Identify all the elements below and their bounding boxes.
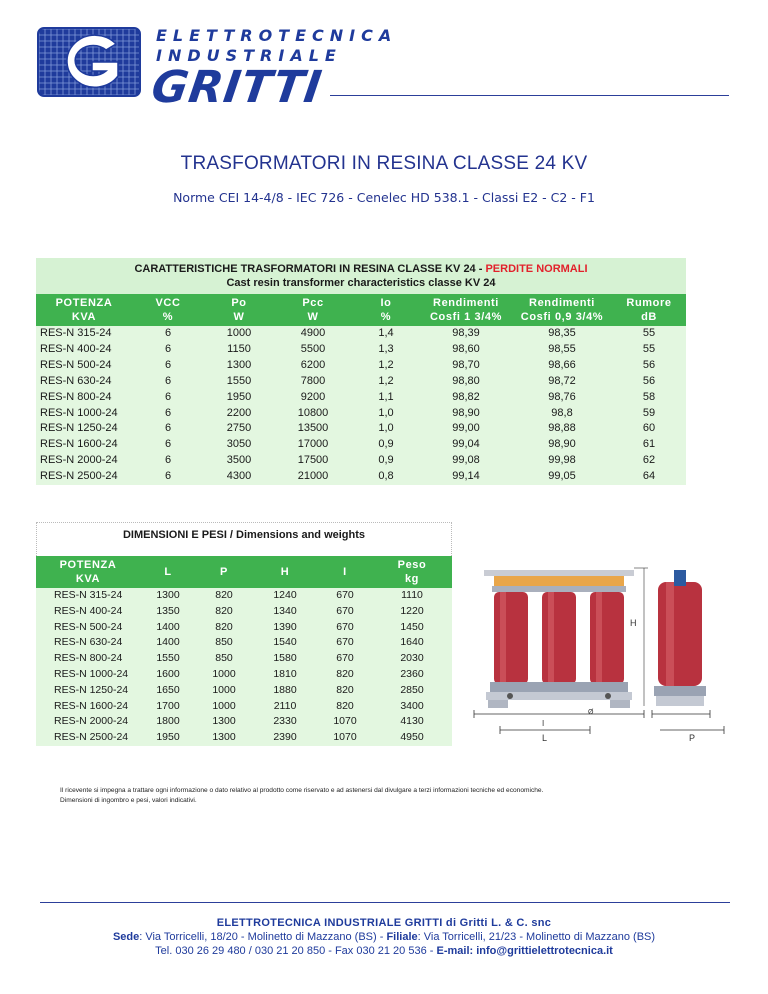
- value-cell: 1,2: [378, 374, 394, 387]
- value-cell: 98,8: [551, 406, 573, 419]
- footer-sede-label: Sede: [112, 931, 140, 943]
- value-cell: 670: [336, 620, 354, 633]
- value-cell: 820: [336, 699, 354, 712]
- column-header: [512, 294, 612, 326]
- value-cell: 1880: [273, 683, 297, 696]
- table-row: [36, 730, 452, 746]
- value-cell: 820: [215, 620, 233, 633]
- value-cell: 1350: [156, 604, 180, 617]
- model-cell: RES-N 1600-24: [40, 438, 118, 451]
- column-header: [420, 294, 512, 326]
- value-cell: 6200: [300, 358, 326, 371]
- value-cell: 98,70: [452, 358, 480, 371]
- page-footer: [0, 916, 768, 958]
- table-row: [36, 390, 686, 406]
- value-cell: 7800: [300, 374, 326, 387]
- characteristics-table-heading: [36, 258, 686, 294]
- column-header-line-1: L: [164, 566, 172, 578]
- value-cell: 2850: [400, 683, 424, 696]
- table-row: [36, 469, 686, 485]
- column-header-line-1: Peso: [397, 559, 427, 571]
- value-cell: 6: [164, 454, 172, 467]
- value-cell: 3050: [226, 438, 252, 451]
- value-cell: 10800: [297, 406, 329, 419]
- column-header-line-2: Cosfi 1 3/4%: [429, 311, 502, 323]
- value-cell: 6: [164, 470, 172, 483]
- value-cell: 1240: [273, 589, 297, 601]
- column-header: [372, 556, 452, 588]
- value-cell: 1340: [273, 604, 297, 617]
- column-header-line-1: Rendimenti: [529, 297, 595, 309]
- value-cell: 4950: [400, 731, 424, 744]
- value-cell: 6: [164, 358, 172, 371]
- value-cell: 58: [642, 390, 656, 403]
- value-cell: 98,55: [548, 342, 576, 355]
- model-cell: RES-N 2000-24: [40, 454, 118, 467]
- value-cell: 1300: [212, 731, 236, 744]
- value-cell: 1,1: [378, 390, 394, 403]
- column-header: [252, 556, 318, 588]
- model-cell: RES-N 1250-24: [40, 422, 118, 435]
- model-cell: RES-N 500-24: [54, 620, 123, 633]
- logo-text-elettrotecnica: ELETTROTECNICA: [156, 26, 398, 45]
- table-row: [36, 651, 452, 667]
- model-cell: RES-N 315-24: [54, 589, 123, 601]
- value-cell: 1400: [156, 620, 180, 633]
- dimension-label-p: P: [689, 733, 696, 742]
- value-cell: 99,14: [452, 470, 480, 483]
- characteristics-table-panel: [36, 258, 686, 485]
- model-cell: RES-N 1000-24: [54, 667, 129, 680]
- value-cell: 820: [336, 683, 354, 696]
- dimension-label-l: L: [542, 733, 548, 742]
- value-cell: 820: [215, 604, 233, 617]
- value-cell: 2200: [226, 406, 252, 419]
- value-cell: 820: [336, 667, 354, 680]
- value-cell: 1,2: [378, 358, 394, 371]
- model-cell: RES-N 800-24: [40, 390, 112, 403]
- value-cell: 6: [164, 374, 172, 387]
- value-cell: 6: [164, 438, 172, 451]
- value-cell: 670: [336, 589, 354, 601]
- value-cell: 64: [642, 470, 656, 483]
- value-cell: 98,90: [452, 406, 480, 419]
- value-cell: 1580: [273, 652, 297, 665]
- table-header-row: [36, 556, 452, 588]
- characteristics-table: [36, 294, 686, 485]
- value-cell: 60: [642, 422, 656, 435]
- value-cell: 1,3: [378, 342, 394, 355]
- value-cell: 1000: [212, 699, 236, 712]
- gritti-g-logo-icon: [36, 26, 142, 98]
- table-row: [36, 406, 686, 422]
- value-cell: 3500: [226, 454, 252, 467]
- heading-highlight: PERDITE NORMALI: [485, 263, 588, 275]
- model-cell: RES-N 2500-24: [54, 731, 129, 744]
- value-cell: 2110: [273, 699, 297, 712]
- value-cell: 17500: [297, 454, 329, 467]
- footer-email-link[interactable]: E-mail: info@grittielettrotecnica.it: [436, 945, 613, 957]
- table-row: [36, 699, 452, 715]
- column-header: [196, 556, 252, 588]
- value-cell: 59: [642, 406, 656, 419]
- column-header: [36, 294, 132, 326]
- table-row: [36, 358, 686, 374]
- dimensions-table-heading: DIMENSIONI E PESI / Dimensions and weights: [36, 522, 452, 556]
- table-row: [36, 326, 686, 342]
- table-row: [36, 683, 452, 699]
- column-header-line-2: KVA: [75, 573, 101, 585]
- column-header-line-1: POTENZA: [59, 559, 117, 571]
- value-cell: 5500: [300, 342, 326, 355]
- value-cell: 670: [336, 604, 354, 617]
- table-row: [36, 342, 686, 358]
- table-row: [36, 421, 686, 437]
- table-row: [36, 437, 686, 453]
- column-header-line-2: W: [233, 311, 245, 323]
- column-header-line-1: VCC: [155, 297, 181, 309]
- value-cell: 1450: [400, 620, 424, 633]
- model-cell: RES-N 2000-24: [54, 715, 129, 728]
- value-cell: 4900: [300, 327, 326, 339]
- value-cell: 1000: [212, 667, 236, 680]
- footer-contacts-line: [0, 944, 768, 958]
- value-cell: 98,60: [452, 342, 480, 355]
- column-header-line-1: Io: [380, 297, 392, 309]
- value-cell: 98,35: [548, 327, 576, 339]
- value-cell: 670: [336, 636, 354, 649]
- value-cell: 98,80: [452, 374, 480, 387]
- column-header: [274, 294, 352, 326]
- value-cell: 99,00: [452, 422, 480, 435]
- column-header-line-1: Pcc: [302, 297, 324, 309]
- table-row: [36, 453, 686, 469]
- note-line-2: Dimensioni di ingombro e pesi, valori indicativi.: [60, 797, 197, 804]
- value-cell: 1,4: [378, 327, 394, 339]
- column-header: [318, 556, 372, 588]
- dimensions-table-panel: [36, 522, 452, 746]
- transformer-dimension-drawing: [470, 556, 740, 742]
- value-cell: 17000: [297, 438, 329, 451]
- value-cell: 98,39: [452, 327, 480, 339]
- column-header-line-1: Rendimenti: [433, 297, 499, 309]
- column-header-line-2: %: [380, 311, 392, 323]
- value-cell: 670: [336, 652, 354, 665]
- value-cell: 1640: [400, 636, 424, 649]
- value-cell: 55: [642, 327, 656, 339]
- value-cell: 1800: [156, 715, 180, 728]
- value-cell: 1150: [227, 342, 251, 355]
- footer-sede-text: : Via Torricelli, 18/20 - Molinetto di Mazzano (BS) -: [139, 931, 387, 943]
- value-cell: 6: [164, 342, 172, 355]
- value-cell: 0,9: [378, 438, 394, 451]
- value-cell: 3400: [400, 699, 424, 712]
- value-cell: 6: [164, 390, 172, 403]
- page-subtitle: Norme CEI 14-4/8 - IEC 726 - Cenelec HD 538.1 - Classi E2 - C2 - F1: [173, 190, 595, 205]
- value-cell: 2750: [226, 422, 252, 435]
- table-row: [36, 588, 452, 604]
- value-cell: 1300: [226, 358, 252, 371]
- model-cell: RES-N 1000-24: [40, 406, 118, 419]
- logo-text-industriale: INDUSTRIALE: [156, 46, 342, 65]
- value-cell: 1950: [156, 731, 180, 744]
- model-cell: RES-N 1250-24: [54, 683, 129, 696]
- footer-filiale-text: : Via Torricelli, 21/23 - Molinetto di Mazzano (BS): [417, 931, 656, 943]
- value-cell: 61: [642, 438, 656, 451]
- table-row: [36, 620, 452, 636]
- transformer-front-view: [474, 568, 648, 734]
- value-cell: 850: [215, 636, 233, 649]
- footer-filiale-label: Filiale: [386, 931, 418, 943]
- column-header-line-2: kg: [404, 573, 420, 585]
- value-cell: 21000: [297, 470, 329, 483]
- logo-text-gritti: GRITTI: [148, 62, 326, 113]
- confidentiality-note: [60, 786, 700, 806]
- value-cell: 55: [642, 342, 656, 355]
- column-header-line-2: W: [307, 311, 319, 323]
- value-cell: 1700: [156, 699, 180, 712]
- value-cell: 1390: [273, 620, 297, 633]
- value-cell: 1550: [226, 374, 252, 387]
- value-cell: 2330: [273, 715, 297, 728]
- value-cell: 98,82: [452, 390, 480, 403]
- column-header: [204, 294, 274, 326]
- column-header-line-1: Po: [231, 297, 247, 309]
- table-row: [36, 667, 452, 683]
- heading-italian: CARATTERISTICHE TRASFORMATORI IN RESINA CLASSE KV 24 -: [134, 263, 486, 275]
- column-header: [612, 294, 686, 326]
- column-header-line-2: KVA: [71, 311, 97, 323]
- footer-divider: [40, 902, 730, 903]
- value-cell: 850: [215, 652, 233, 665]
- value-cell: 1950: [226, 390, 252, 403]
- column-header-line-1: POTENZA: [55, 297, 113, 309]
- value-cell: 98,76: [548, 390, 576, 403]
- model-cell: RES-N 500-24: [40, 358, 112, 371]
- value-cell: 1000: [212, 683, 236, 696]
- value-cell: 13500: [297, 422, 329, 435]
- column-header-line-2: %: [162, 311, 174, 323]
- column-header-line-1: P: [220, 566, 228, 578]
- value-cell: 2030: [400, 652, 424, 665]
- value-cell: 1070: [333, 715, 357, 728]
- value-cell: 1540: [273, 636, 297, 649]
- column-header-line-2: dB: [641, 311, 657, 323]
- value-cell: 1070: [333, 731, 357, 744]
- footer-address: [0, 930, 768, 944]
- column-header-line-2: Cosfi 0,9 3/4%: [520, 311, 604, 323]
- dimension-label-i: I: [542, 719, 545, 728]
- model-cell: RES-N 630-24: [54, 636, 123, 649]
- dimensions-table: [36, 556, 452, 746]
- value-cell: 820: [215, 589, 233, 601]
- column-header-line-1: H: [280, 566, 290, 578]
- value-cell: 1550: [156, 652, 180, 665]
- value-cell: 1300: [212, 715, 236, 728]
- model-cell: RES-N 2500-24: [40, 470, 118, 483]
- header-divider: [330, 95, 729, 96]
- value-cell: 1400: [156, 636, 180, 649]
- column-header-line-1: Rumore: [626, 297, 672, 309]
- table-row: [36, 604, 452, 620]
- dimension-label-h: H: [630, 618, 637, 628]
- value-cell: 1220: [400, 604, 424, 617]
- column-header: [352, 294, 420, 326]
- value-cell: 2390: [273, 731, 297, 744]
- value-cell: 2360: [400, 667, 424, 680]
- column-header: [36, 556, 140, 588]
- model-cell: RES-N 630-24: [40, 374, 112, 387]
- value-cell: 6: [164, 327, 172, 339]
- column-header-line-1: I: [343, 566, 347, 578]
- table-row: [36, 714, 452, 730]
- value-cell: 62: [642, 454, 656, 467]
- value-cell: 0,9: [378, 454, 394, 467]
- table-header-row: [36, 294, 686, 326]
- value-cell: 0,8: [378, 470, 394, 483]
- company-logo: [36, 18, 398, 113]
- value-cell: 6: [164, 422, 172, 435]
- value-cell: 1000: [226, 327, 252, 339]
- value-cell: 4130: [400, 715, 424, 728]
- value-cell: 1110: [401, 589, 423, 601]
- value-cell: 98,88: [548, 422, 576, 435]
- value-cell: 99,08: [452, 454, 480, 467]
- column-header: [132, 294, 204, 326]
- model-cell: RES-N 800-24: [54, 652, 123, 665]
- value-cell: 99,05: [548, 470, 576, 483]
- table-row: [36, 374, 686, 390]
- footer-company: ELETTROTECNICA INDUSTRIALE GRITTI di Gritti L. & C. snc: [216, 917, 552, 929]
- model-cell: RES-N 1600-24: [54, 699, 129, 712]
- value-cell: 98,90: [548, 438, 576, 451]
- value-cell: 99,98: [548, 454, 576, 467]
- page-title: TRASFORMATORI IN RESINA CLASSE 24 KV: [180, 153, 588, 174]
- value-cell: 1300: [156, 589, 180, 601]
- value-cell: 98,72: [548, 374, 576, 387]
- value-cell: 99,04: [452, 438, 480, 451]
- value-cell: 1650: [156, 683, 180, 696]
- value-cell: 6: [164, 406, 172, 419]
- model-cell: RES-N 400-24: [54, 604, 123, 617]
- value-cell: 1,0: [378, 406, 394, 419]
- value-cell: 98,66: [548, 358, 576, 371]
- table-row: [36, 635, 452, 651]
- model-cell: RES-N 315-24: [40, 327, 112, 339]
- value-cell: 56: [642, 374, 656, 387]
- value-cell: 1810: [273, 667, 297, 680]
- value-cell: 4300: [226, 470, 252, 483]
- value-cell: 9200: [300, 390, 326, 403]
- footer-contacts: Tel. 030 26 29 480 / 030 21 20 850 - Fax 030 21 20 536 -: [155, 945, 437, 957]
- transformer-side-view: [652, 570, 724, 734]
- value-cell: 56: [642, 358, 656, 371]
- model-cell: RES-N 400-24: [40, 342, 112, 355]
- column-header: [140, 556, 196, 588]
- value-cell: 1600: [156, 667, 180, 680]
- value-cell: 1,0: [378, 422, 394, 435]
- heading-english: Cast resin transformer characteristics classe KV 24: [226, 277, 496, 289]
- note-line-1: Il ricevente si impegna a trattare ogni informazione o dato relativo al prodotto come riservato e ad astenersi dal divulgare a terzi informazioni tecniche ed economiche.: [60, 787, 544, 794]
- dimension-label-phi: Ø: [588, 709, 594, 716]
